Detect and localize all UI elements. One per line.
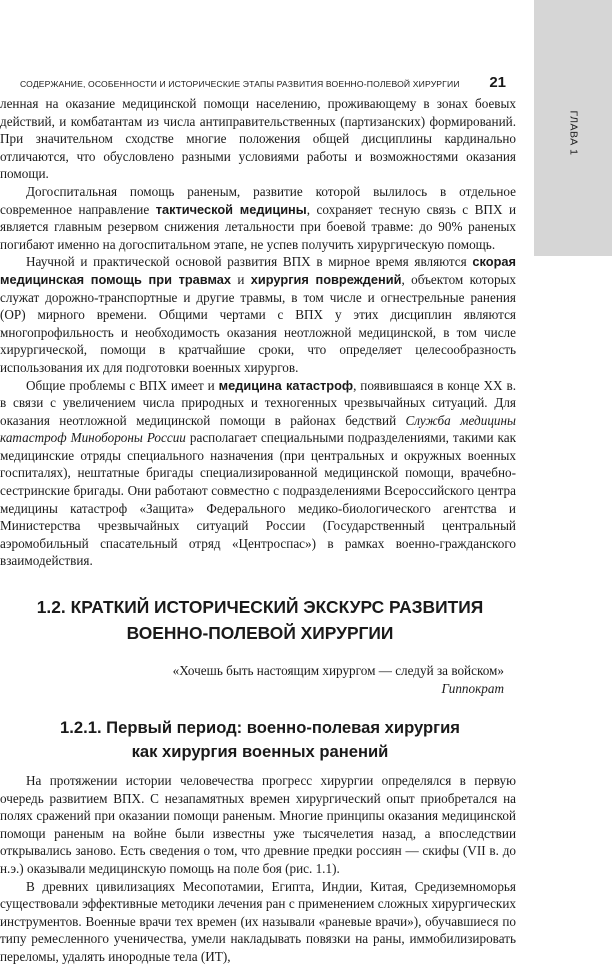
bold-term: скорая медицинская помощь при травмах <box>0 254 516 287</box>
text-run: В древних цивилизациях Месопотамии, Египта, Индии, Китая, Средиземноморья существовали эффективные методики лечения ран с применением сложных хирургических инструментов. Военные врачи тех времен (их называли «раневые врачи»), обучавшиеся по типу ремесленного ученичества, умели накладывать повязки на раны, иммобилизировать переломы, удалять инородные тела (ИТ), <box>0 878 516 964</box>
body-paragraph <box>0 878 520 966</box>
text-run: располагает специальными подразделениями, такими как медицинские отряды специального назначения (при центральных и окружных военных госпиталях), нештатные бригады специализированной медицинской помощи, врачебно-сестринские бригады. Они работают совместно с подразделениями Всероссийского центра медицины катастроф «Защита» Федерального медико-биологического агентства и Министерства чрезвычайных ситуаций России (Государственный центральный аэромобильный спасательный отряд «Центроспас») в рамках военно-гражданского взаимодействия. <box>0 430 516 569</box>
bold-term: тактической медицины <box>155 201 307 217</box>
body-paragraph <box>0 377 520 571</box>
text-run: Общие проблемы с ВПХ имеет и <box>26 377 219 393</box>
epigraph-quote: «Хочешь быть настоящим хирургом — следуй за войском» <box>172 663 504 679</box>
text-run: На протяжении истории человечества прогресс хирургии определялся в первую очередь развитием ВПХ. С незапамятных времен хирургический опыт приобретался на полях сражений при оказании помощи раненым. Многие принципы оказания медицинской помощи раненым на войне были известны уже тысячелетия назад, а впоследствии открывались заново. Есть сведения о том, что древние предки россиян — скифы (VII в. до н.э.) оказывали медицинскую помощь на поле боя (рис. 1.1). <box>0 773 516 876</box>
text-run: , сохраняет тесную связь с ВПХ и является главным резервом снижения летальности при боевой травме: до 90% раненых погибают именно на догоспитальном этапе, не успев получить хирургическую помощь. <box>0 201 517 252</box>
section-heading <box>0 594 520 646</box>
bold-term: хирургия повреждений <box>250 271 402 287</box>
history-paragraphs <box>0 772 520 966</box>
epigraph <box>0 662 520 698</box>
running-title: СОДЕРЖАНИЕ, ОСОБЕННОСТИ И ИСТОРИЧЕСКИЕ ЭТАПЫ РАЗВИТИЯ ВОЕННО-ПОЛЕВОЙ ХИРУРГИИ <box>20 79 460 89</box>
text-run: Догоспитальная помощь раненым, развитие которой вылилось в отдельное современное направление <box>0 183 516 217</box>
text-run: , объектом которых служат дорожно-транспортные и другие травмы, в том числе и огнестрельные ранения (ОР) мирного времени. Общими чертами с ВПХ у этих дисциплин являются многопрофильность и необходимость оказания неотложной медицинской, в том числе хирургической, помощи в кратчайшие сроки, что определяет целесообразность использования их для подготовки военных хирургов. <box>0 271 517 375</box>
text-run: и <box>231 271 251 287</box>
body-paragraph <box>0 253 520 376</box>
subsection-heading-line-2: как хирургия военных ранений <box>131 742 389 762</box>
page-number: 21 <box>489 74 506 91</box>
section-heading-line-2: ВОЕННО-ПОЛЕВОЙ ХИРУРГИИ <box>126 623 394 644</box>
text-run: Научной и практической основой развития ВПХ в мирное время являются <box>26 254 473 270</box>
chapter-side-tab <box>534 0 612 256</box>
section-heading-line-1: 1.2. КРАТКИЙ ИСТОРИЧЕСКИЙ ЭКСКУРС РАЗВИТИЯ <box>36 597 484 618</box>
body-paragraph <box>0 183 520 253</box>
running-header <box>20 74 506 91</box>
text-run: ленная на оказание медицинской помощи населению, проживающему в зонах боевых действий, и комбатантам из числа антиправительственных (партизанских) формирований. При значительном сходстве многие положения общей дисциплины кардинально отличаются, что обусловлено разными условиями работы и возможностями оказания помощи. <box>0 96 516 182</box>
chapter-tab-label-wrap <box>558 98 588 168</box>
body-paragraph <box>0 95 520 183</box>
text-run: , появившаяся в конце XX в. в связи с увеличением числа природных и техногенных чрезвычайных ситуаций. Для оказания неотложной медицинской помощи в районах бедствий <box>0 377 516 428</box>
epigraph-author: Гиппократ <box>441 681 504 697</box>
italic-term: Служба медицины катастроф Минобороны России <box>0 412 516 446</box>
bold-term: медицина катастроф <box>218 377 354 393</box>
subsection-heading <box>0 716 520 764</box>
subsection-heading-line-1: 1.2.1. Первый период: военно-полевая хирургия <box>60 718 460 738</box>
page-body <box>0 95 520 966</box>
chapter-tab-label: ГЛАВА 1 <box>567 110 579 156</box>
intro-paragraphs <box>0 95 520 570</box>
body-paragraph <box>0 772 520 878</box>
